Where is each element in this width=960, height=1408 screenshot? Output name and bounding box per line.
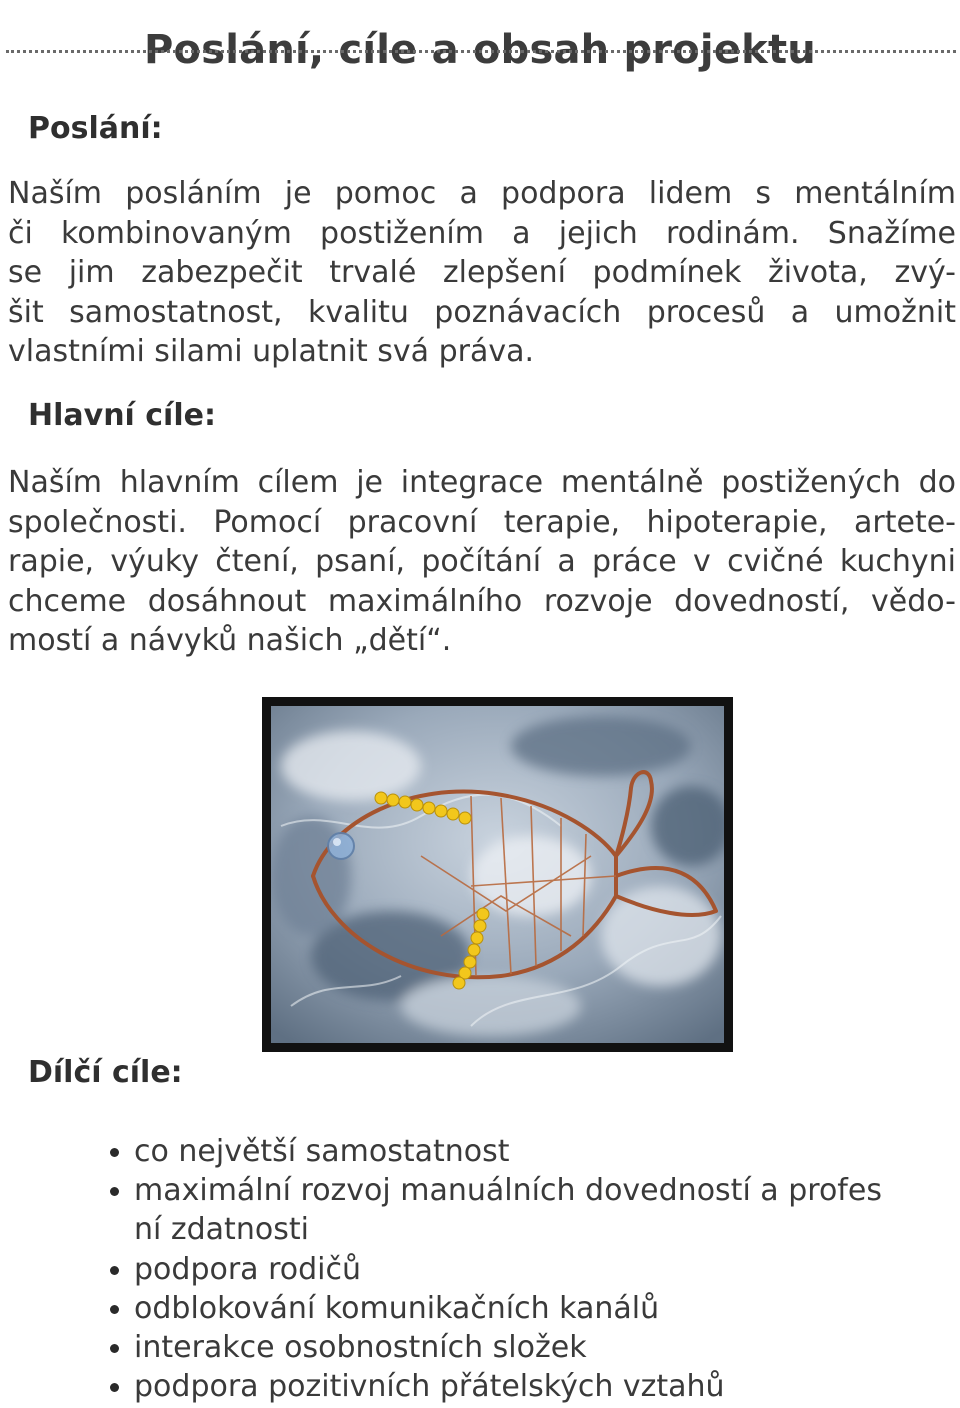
main-goals-line: mostí a návyků našich „dětí“. (8, 623, 452, 658)
main-goals-line: Naším hlavním cílem je integrace mentálně postižených do (8, 465, 956, 500)
main-goals-paragraph (8, 463, 956, 661)
sub-goal-item (108, 1171, 882, 1249)
sub-goal-text-continued: ní zdatnosti (134, 1212, 309, 1248)
mission-line: či kombinovaným postižením a jejich rodinám. Snažíme (8, 215, 956, 251)
main-goals-heading: Hlavní cíle: (28, 398, 216, 433)
sub-goal-text: odblokování komunikačních kanálů (134, 1290, 660, 1326)
main-goals-line: rapie, výuky čtení, psaní, počítání a práce v cvičné kuchyni (8, 544, 956, 579)
mission-paragraph (8, 174, 956, 372)
mission-line: šit samostatnost, kvalitu poznávacích procesů a umožnit (8, 294, 956, 330)
sub-goal-text: podpora pozitivních přátelských vztahů (134, 1369, 725, 1405)
sub-goal-item (108, 1132, 882, 1171)
mission-line: se jim zabezpečit trvalé zlepšení podmínek života, zvý- (8, 255, 956, 290)
sub-goals-heading: Dílčí cíle: (28, 1055, 183, 1090)
main-goals-line: chceme dosáhnout maximálního rozvoje dovedností, vědo- (8, 583, 956, 619)
sub-goal-text: podpora rodičů (134, 1251, 362, 1287)
title-dotted-rule (6, 50, 956, 53)
page-title: Poslání, cíle a obsah projektu (144, 26, 816, 73)
sub-goal-item (108, 1250, 882, 1289)
sub-goal-text: co největší samostatnost (134, 1134, 510, 1169)
sub-goal-item (108, 1289, 882, 1328)
sub-goal-text: maximální rozvoj manuálních dovedností a profes (134, 1173, 882, 1209)
fish-craft-illustration (271, 706, 724, 1043)
fish-craft-photo (262, 697, 733, 1052)
main-goals-line: společnosti. Pomocí pracovní terapie, hipoterapie, artete- (8, 504, 956, 540)
sub-goal-item (108, 1367, 882, 1406)
sub-goal-text: interakce osobnostních složek (134, 1330, 587, 1366)
sub-goals-list (108, 1132, 882, 1406)
mission-line: Naším posláním je pomoc a podpora lidem s mentálním (8, 176, 956, 211)
mission-heading: Poslání: (28, 111, 163, 146)
mission-line: vlastními silami uplatnit svá práva. (8, 334, 535, 369)
sub-goal-item (108, 1328, 882, 1367)
